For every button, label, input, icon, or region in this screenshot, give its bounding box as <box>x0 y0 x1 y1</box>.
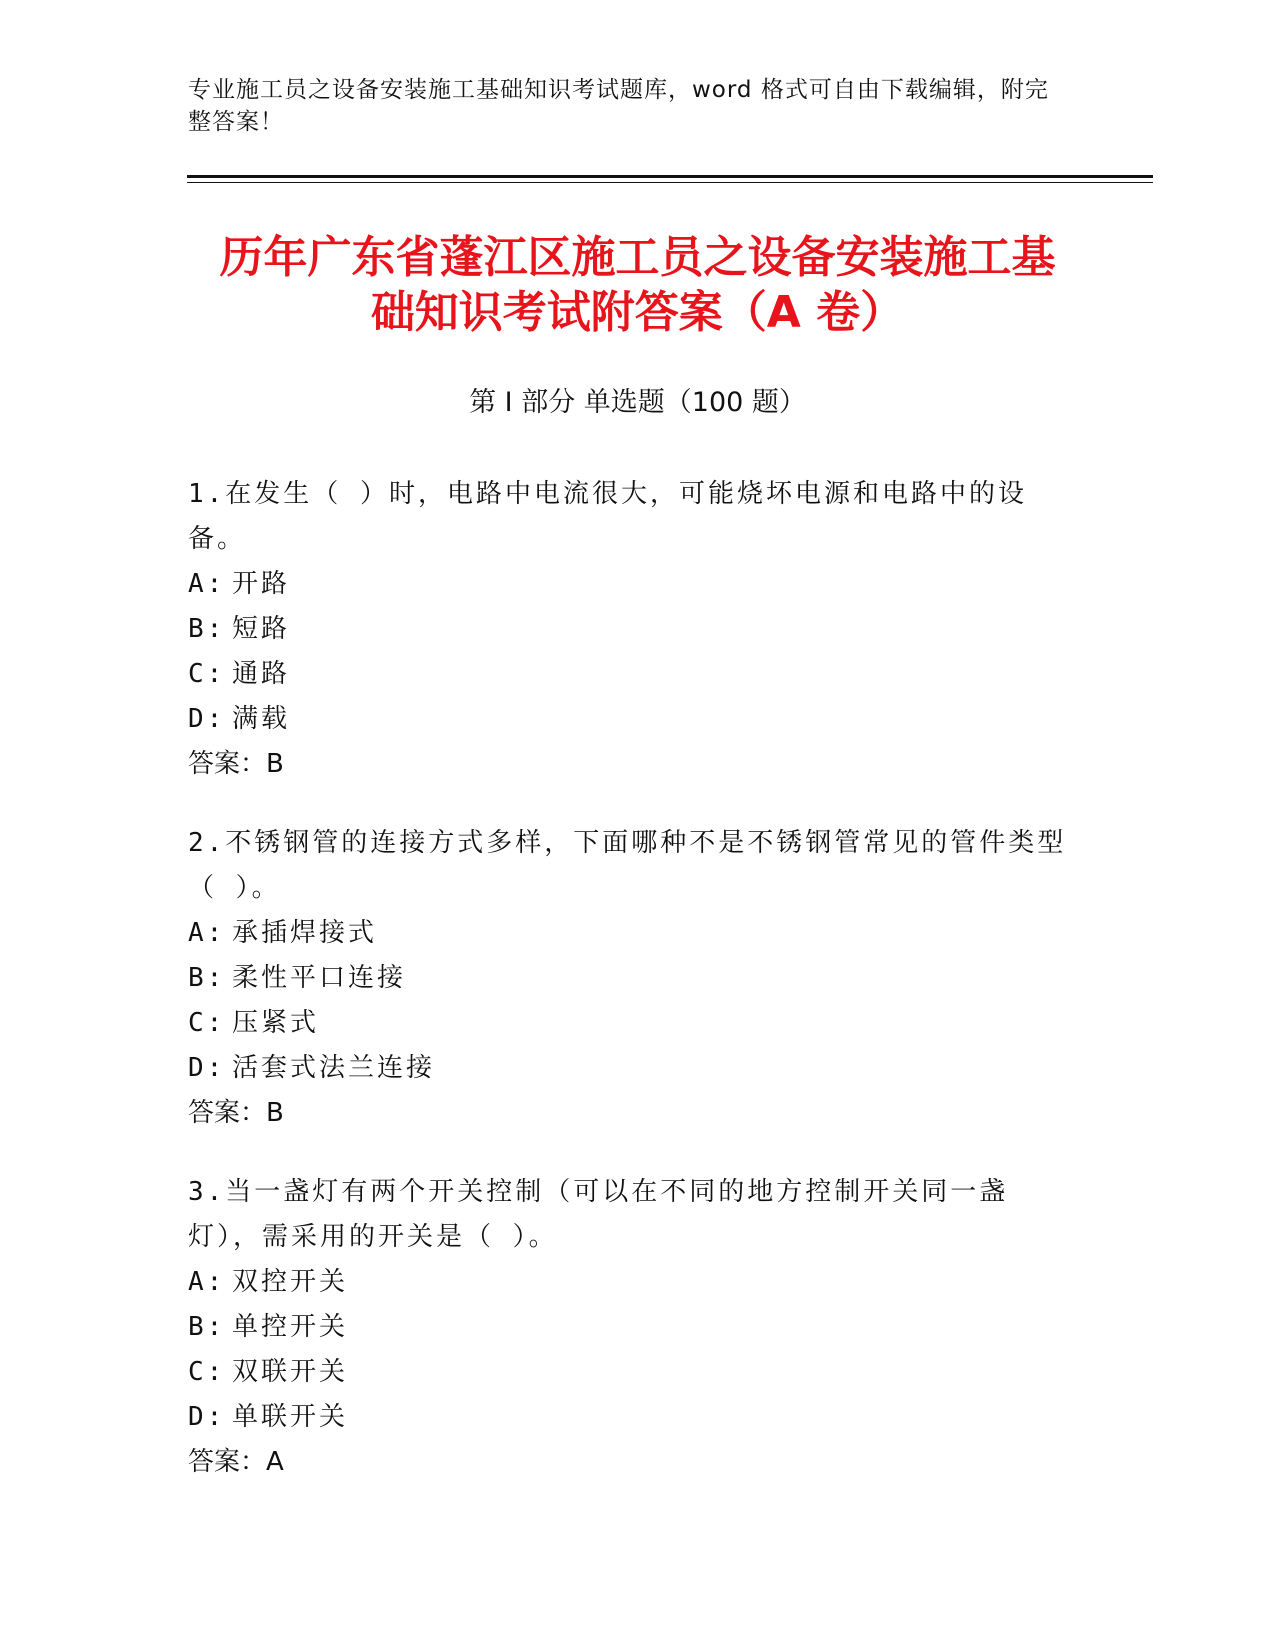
question-3 <box>188 1170 1068 1485</box>
question-text: 2.不锈钢管的连接方式多样，下面哪种不是不锈钢管常见的管件类型（ ）。 <box>188 828 1067 903</box>
option-letter: B: <box>188 963 226 993</box>
header-note: 专业施工员之设备安装施工基础知识考试题库，word 格式可自由下载编辑，附完整答案！ <box>188 77 1049 135</box>
header-divider-thick <box>187 175 1153 178</box>
question-list <box>188 472 1068 1519</box>
document-title <box>150 230 1125 340</box>
option-letter: D: <box>188 1053 226 1083</box>
option-text: 压紧式 <box>232 1008 320 1038</box>
option-a <box>188 911 1068 956</box>
option-d <box>188 1046 1068 1091</box>
option-c <box>188 652 1068 697</box>
option-b <box>188 956 1068 1001</box>
option-text: 单控开关 <box>232 1312 349 1342</box>
option-d <box>188 697 1068 742</box>
answer-line <box>188 1440 1068 1485</box>
option-letter: A: <box>188 918 226 948</box>
option-text: 开路 <box>232 569 291 599</box>
document-title-line-1: 历年广东省蓬江区施工员之设备安装施工基 <box>219 232 1056 283</box>
answer-label: 答案： <box>188 749 267 779</box>
option-d <box>188 1395 1068 1440</box>
option-c <box>188 1350 1068 1395</box>
option-letter: A: <box>188 569 226 599</box>
option-letter: D: <box>188 704 226 734</box>
option-a <box>188 1260 1068 1305</box>
option-letter: C: <box>188 1357 226 1387</box>
option-letter: B: <box>188 1312 226 1342</box>
answer-label: 答案： <box>188 1447 267 1477</box>
option-text: 双控开关 <box>232 1267 349 1297</box>
question-text: 3.当一盏灯有两个开关控制（可以在不同的地方控制开关同一盏灯），需采用的开关是（ ）。 <box>188 1177 1009 1252</box>
header-divider-thin <box>187 182 1153 183</box>
option-letter: C: <box>188 659 226 689</box>
question-2 <box>188 821 1068 1136</box>
option-b <box>188 607 1068 652</box>
option-text: 满载 <box>232 704 291 734</box>
option-letter: B: <box>188 614 226 644</box>
answer-line <box>188 1091 1068 1136</box>
answer-label: 答案： <box>188 1098 267 1128</box>
section-title: 第 I 部分 单选题（100 题） <box>469 387 806 418</box>
option-b <box>188 1305 1068 1350</box>
option-text: 活套式法兰连接 <box>232 1053 436 1083</box>
option-letter: A: <box>188 1267 226 1297</box>
answer-value: B <box>266 749 284 779</box>
option-c <box>188 1001 1068 1046</box>
answer-value: B <box>266 1098 284 1128</box>
option-text: 短路 <box>232 614 291 644</box>
answer-line <box>188 742 1068 787</box>
option-letter: D: <box>188 1402 226 1432</box>
option-text: 承插焊接式 <box>232 918 378 948</box>
option-a <box>188 562 1068 607</box>
option-letter: C: <box>188 1008 226 1038</box>
document-title-line-2: 础知识考试附答案（A 卷） <box>370 287 905 338</box>
option-text: 柔性平口连接 <box>232 963 407 993</box>
option-text: 通路 <box>232 659 291 689</box>
question-text: 1.在发生（ ）时，电路中电流很大，可能烧坏电源和电路中的设备。 <box>188 479 1027 554</box>
option-text: 单联开关 <box>232 1402 349 1432</box>
question-1 <box>188 472 1068 787</box>
option-text: 双联开关 <box>232 1357 349 1387</box>
answer-value: A <box>266 1447 284 1477</box>
